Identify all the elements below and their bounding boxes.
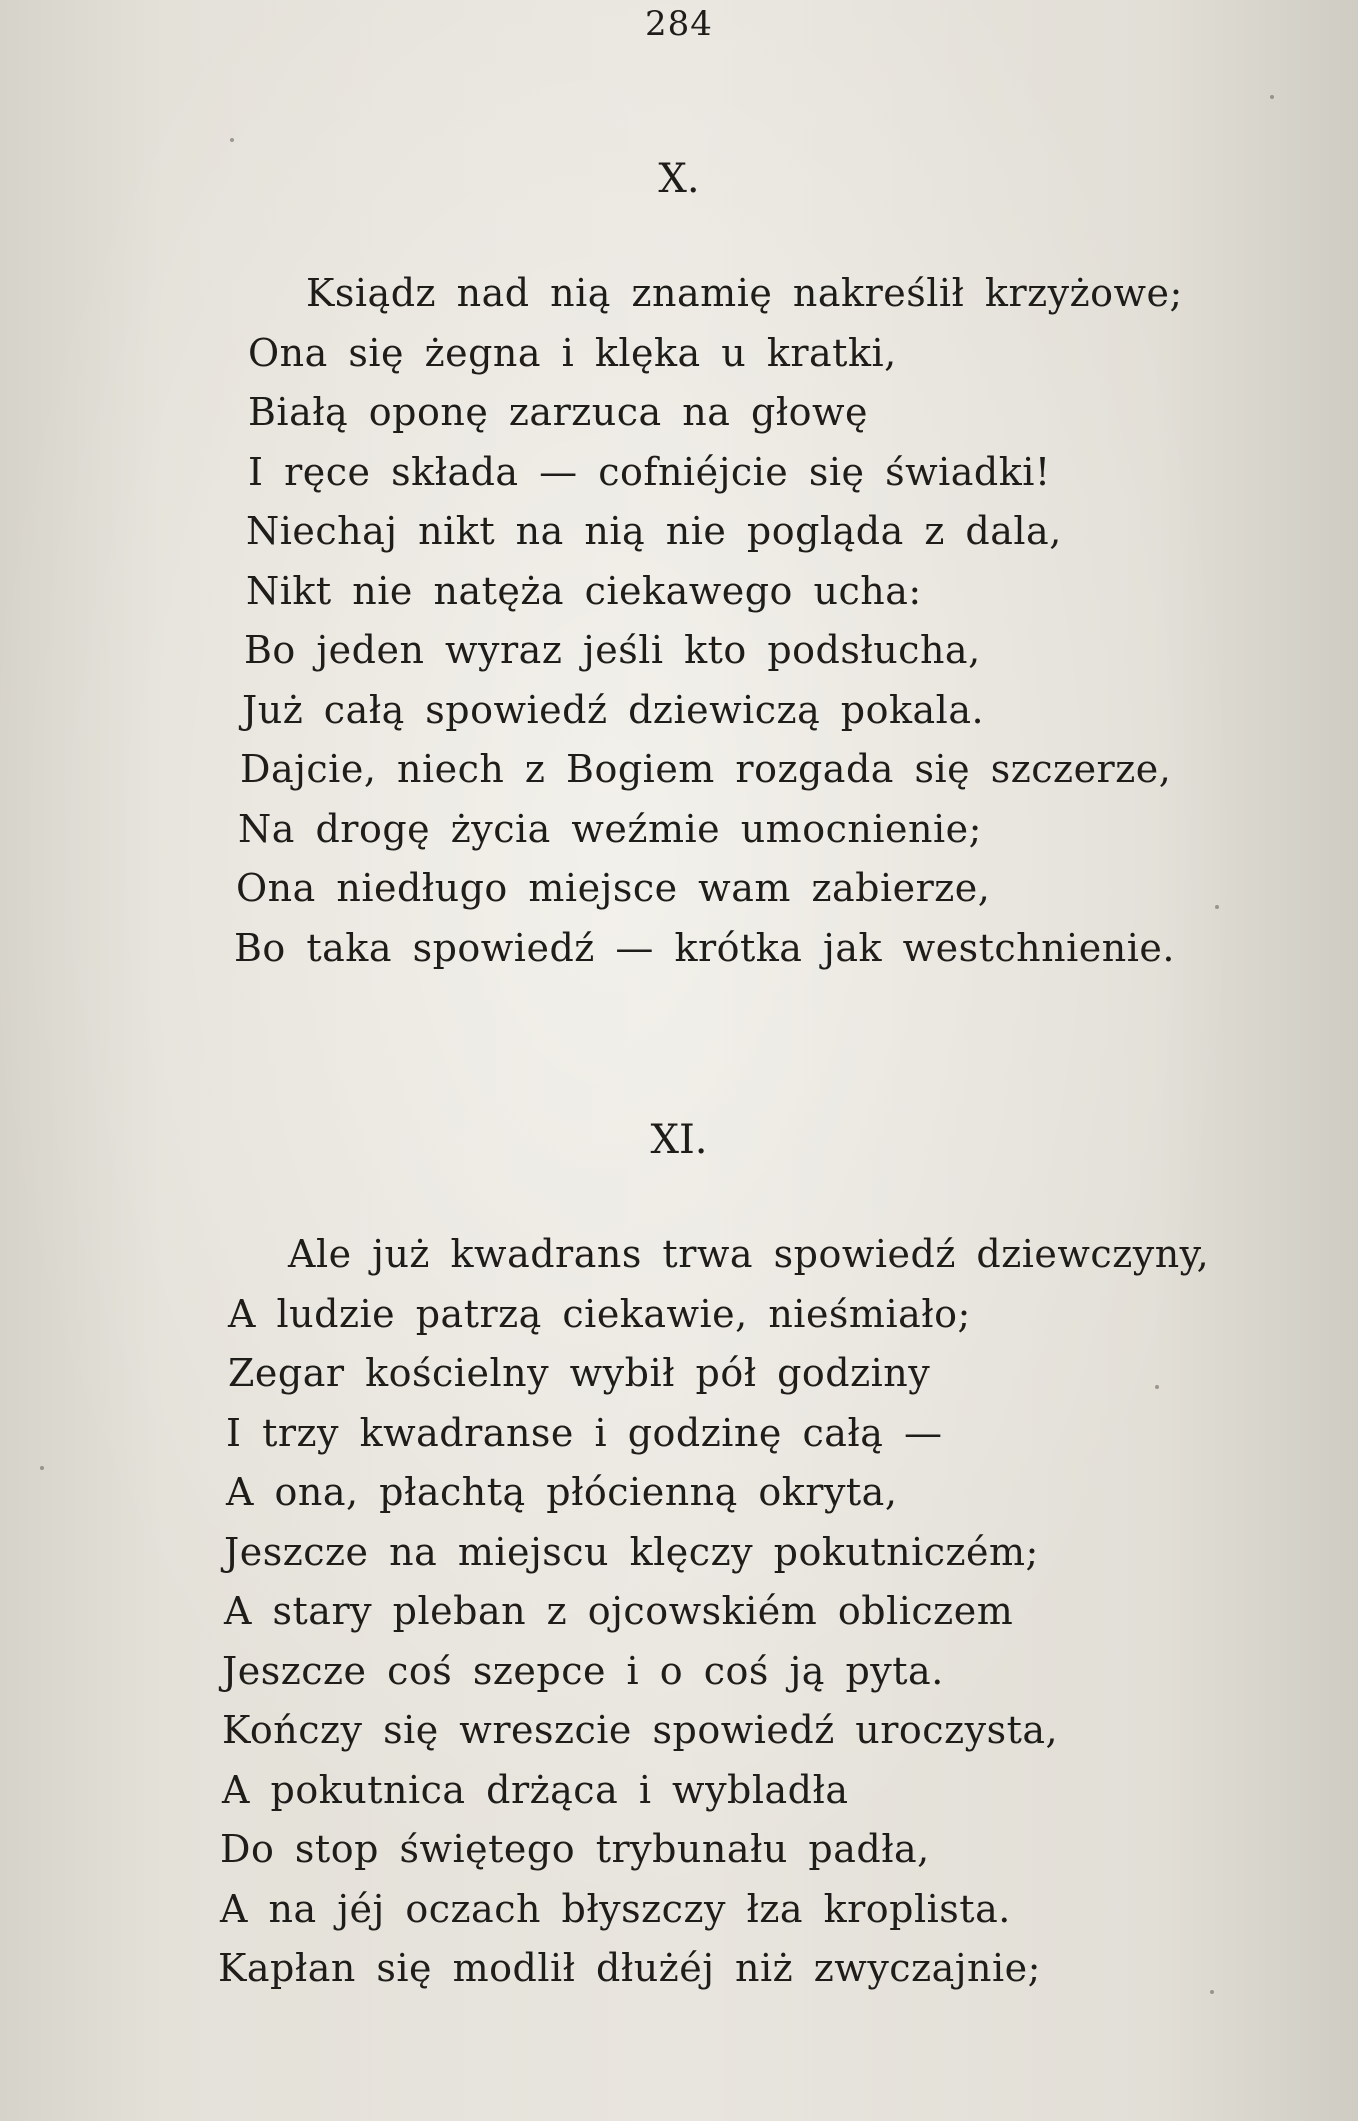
stanza-heading-xi: XI. bbox=[650, 1117, 708, 1163]
verse-line: Ona niedługo miejsce wam zabierze, bbox=[236, 866, 991, 910]
stanza-x bbox=[232, 264, 1183, 978]
verse-line: Ona się żegna i klęka u kratki, bbox=[248, 330, 897, 375]
verse-line: A pokutnica drżąca i wybladła bbox=[222, 1767, 849, 1812]
verse-line: Nikt nie natęża ciekawego ucha: bbox=[246, 568, 922, 613]
verse-line: I ręce składa — cofniéjcie się świadki! bbox=[248, 449, 1051, 494]
verse-line: A na jéj oczach błyszczy łza kroplista. bbox=[220, 1886, 1011, 1931]
verse-line: Dajcie, niech z Bogiem rozgada się szczerze, bbox=[240, 747, 1172, 791]
verse-line: Ale już kwadrans trwa spowiedź dziewczyny, bbox=[288, 1232, 1210, 1276]
verse-line: Zegar kościelny wybił pół godziny bbox=[228, 1351, 931, 1395]
paper-speck bbox=[1210, 1990, 1214, 1994]
verse-line: Białą oponę zarzuca na głowę bbox=[248, 390, 869, 434]
paper-speck bbox=[1270, 95, 1274, 99]
verse-line: A stary pleban z ojcowskiém obliczem bbox=[224, 1589, 1014, 1633]
verse-line: Ksiądz nad nią znamię nakreślił krzyżowe; bbox=[306, 271, 1183, 315]
verse-line: Jeszcze coś szepce i o coś ją pyta. bbox=[222, 1648, 944, 1693]
verse-line: Na drogę życia weźmie umocnienie; bbox=[238, 806, 982, 851]
verse-line: A ludzie patrzą ciekawie, nieśmiało; bbox=[228, 1291, 971, 1336]
verse-line: Jeszcze na miejscu klęczy pokutniczém; bbox=[224, 1529, 1039, 1574]
verse-line: Kapłan się modlił dłużéj niż zwyczajnie; bbox=[218, 1946, 1041, 1990]
verse-line: A ona, płachtą płócienną okryta, bbox=[226, 1470, 898, 1514]
paper-speck bbox=[40, 1466, 44, 1470]
paper-speck bbox=[1155, 1385, 1159, 1389]
page-number: 284 bbox=[645, 4, 713, 44]
verse-line: Niechaj nikt na nią nie pogląda z dala, bbox=[246, 509, 1062, 553]
verse-line: Bo jeden wyraz jeśli kto podsłucha, bbox=[244, 628, 981, 672]
verse-line: Już całą spowiedź dziewiczą pokala. bbox=[242, 687, 985, 732]
verse-line: I trzy kwadranse i godzinę całą — bbox=[226, 1410, 943, 1455]
paper-speck bbox=[1215, 905, 1219, 909]
verse-line: Bo taka spowiedź — krótka jak westchnienie. bbox=[234, 925, 1175, 970]
stanza-xi bbox=[218, 1225, 1209, 1999]
verse-line: Do stop świętego trybunału padła, bbox=[220, 1827, 930, 1871]
stanza-heading-x: X. bbox=[658, 156, 700, 202]
verse-line: Kończy się wreszcie spowiedź uroczysta, bbox=[222, 1708, 1059, 1752]
paper-speck bbox=[230, 138, 234, 142]
